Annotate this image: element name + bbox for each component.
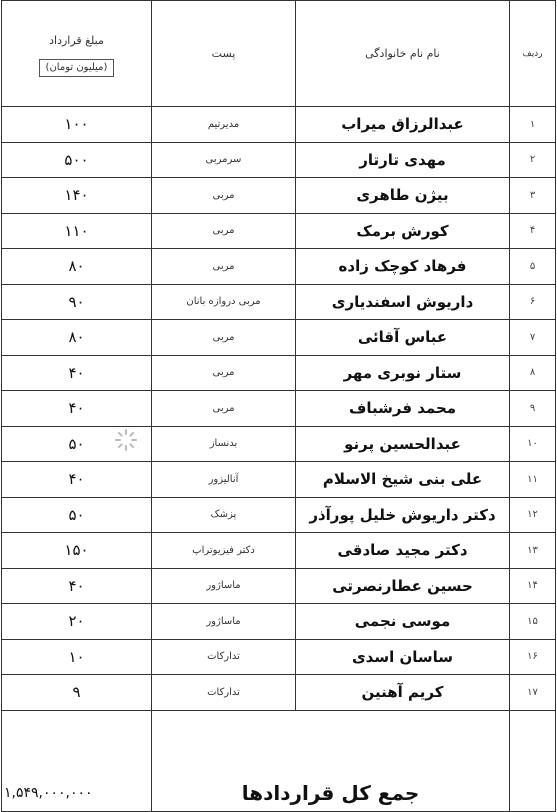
table-row xyxy=(2,249,556,285)
row-index: ۷ xyxy=(510,320,556,356)
row-name: علی بنی شیخ الاسلام xyxy=(296,462,510,498)
row-amount: ۵۰ xyxy=(2,426,152,462)
table-body xyxy=(2,107,556,711)
row-post: سرمربی xyxy=(152,142,296,178)
header-amount xyxy=(2,1,152,107)
row-post: مربی xyxy=(152,355,296,391)
row-amount: ۱۱۰ xyxy=(2,213,152,249)
row-post: ماساژور xyxy=(152,604,296,640)
row-name: دکتر داریوش خلیل پورآذر xyxy=(296,497,510,533)
table-row xyxy=(2,497,556,533)
header-row xyxy=(2,1,556,107)
row-index: ۳ xyxy=(510,178,556,214)
row-post: مربی xyxy=(152,320,296,356)
row-post: دکتر فیزیوتراپ xyxy=(152,533,296,569)
row-amount: ۵۰۰ xyxy=(2,142,152,178)
row-name: ساسان اسدی xyxy=(296,639,510,675)
row-amount: ۹۰ xyxy=(2,284,152,320)
row-index: ۱۱ xyxy=(510,462,556,498)
row-name: محمد فرشباف xyxy=(296,391,510,427)
table-row xyxy=(2,213,556,249)
row-name: عباس آقائی xyxy=(296,320,510,356)
table-row xyxy=(2,675,556,711)
table-row xyxy=(2,426,556,462)
row-amount: ۵۰ xyxy=(2,497,152,533)
row-name: عبدالحسین پرنو xyxy=(296,426,510,462)
row-post: ماساژور xyxy=(152,568,296,604)
row-amount: ۹ xyxy=(2,675,152,711)
row-amount: ۴۰ xyxy=(2,391,152,427)
header-amount-unit: (میلیون تومان) xyxy=(39,59,115,77)
row-name: عبدالرزاق میراب xyxy=(296,107,510,143)
total-value: ۱,۵۴۹,۰۰۰,۰۰۰ xyxy=(2,710,152,811)
row-amount: ۴۰ xyxy=(2,568,152,604)
row-amount: ۸۰ xyxy=(2,320,152,356)
row-name: دکتر مجید صادقی xyxy=(296,533,510,569)
row-index: ۱ xyxy=(510,107,556,143)
table-row xyxy=(2,391,556,427)
row-index: ۱۳ xyxy=(510,533,556,569)
row-index: ۶ xyxy=(510,284,556,320)
row-name: داریوش اسفندیاری xyxy=(296,284,510,320)
table-row xyxy=(2,178,556,214)
row-index: ۱۴ xyxy=(510,568,556,604)
table-row xyxy=(2,355,556,391)
row-name: مهدی تارتار xyxy=(296,142,510,178)
row-name: بیژن طاهری xyxy=(296,178,510,214)
row-name: کریم آهنین xyxy=(296,675,510,711)
table-row xyxy=(2,462,556,498)
row-post: بدنساز xyxy=(152,426,296,462)
row-post: تدارکات xyxy=(152,639,296,675)
row-name: حسین عطارنصرتی xyxy=(296,568,510,604)
table-row xyxy=(2,639,556,675)
table-row xyxy=(2,142,556,178)
table-row xyxy=(2,533,556,569)
row-index: ۱۵ xyxy=(510,604,556,640)
total-label: جمع کل قراردادها xyxy=(152,710,510,811)
row-index: ۹ xyxy=(510,391,556,427)
row-post: مربی xyxy=(152,391,296,427)
row-post: مربی xyxy=(152,178,296,214)
row-index: ۸ xyxy=(510,355,556,391)
row-amount: ۴۰ xyxy=(2,355,152,391)
row-amount: ۱۰۰ xyxy=(2,107,152,143)
header-name: نام نام خانوادگی xyxy=(296,1,510,107)
row-index: ۴ xyxy=(510,213,556,249)
row-name: کورش برمک xyxy=(296,213,510,249)
contracts-table xyxy=(1,0,556,812)
row-post: مربی xyxy=(152,213,296,249)
header-index: ردیف xyxy=(510,1,556,107)
row-name: فرهاد کوچک زاده xyxy=(296,249,510,285)
table-row xyxy=(2,107,556,143)
row-post: مربی دروازه بانان xyxy=(152,284,296,320)
loading-spinner-icon xyxy=(114,428,138,452)
row-index: ۱۷ xyxy=(510,675,556,711)
row-index: ۱۰ xyxy=(510,426,556,462)
row-post: پزشک xyxy=(152,497,296,533)
row-amount: ۱۰ xyxy=(2,639,152,675)
row-post: تدارکات xyxy=(152,675,296,711)
table-row xyxy=(2,604,556,640)
row-amount: ۲۰ xyxy=(2,604,152,640)
header-amount-label: مبلغ قرارداد xyxy=(49,33,104,47)
table-row xyxy=(2,320,556,356)
row-amount: ۸۰ xyxy=(2,249,152,285)
total-index-cell xyxy=(510,710,556,811)
total-row xyxy=(2,710,556,811)
row-index: ۱۶ xyxy=(510,639,556,675)
row-amount: ۱۴۰ xyxy=(2,178,152,214)
table-row xyxy=(2,568,556,604)
row-amount: ۱۵۰ xyxy=(2,533,152,569)
row-post: مربی xyxy=(152,249,296,285)
row-name: موسی نجمی xyxy=(296,604,510,640)
row-post: آنالیزور xyxy=(152,462,296,498)
row-amount: ۴۰ xyxy=(2,462,152,498)
row-index: ۱۲ xyxy=(510,497,556,533)
row-index: ۵ xyxy=(510,249,556,285)
table-row xyxy=(2,284,556,320)
row-name: ستار نوبری مهر xyxy=(296,355,510,391)
row-index: ۲ xyxy=(510,142,556,178)
row-post: مدیرتیم xyxy=(152,107,296,143)
header-post: پست xyxy=(152,1,296,107)
